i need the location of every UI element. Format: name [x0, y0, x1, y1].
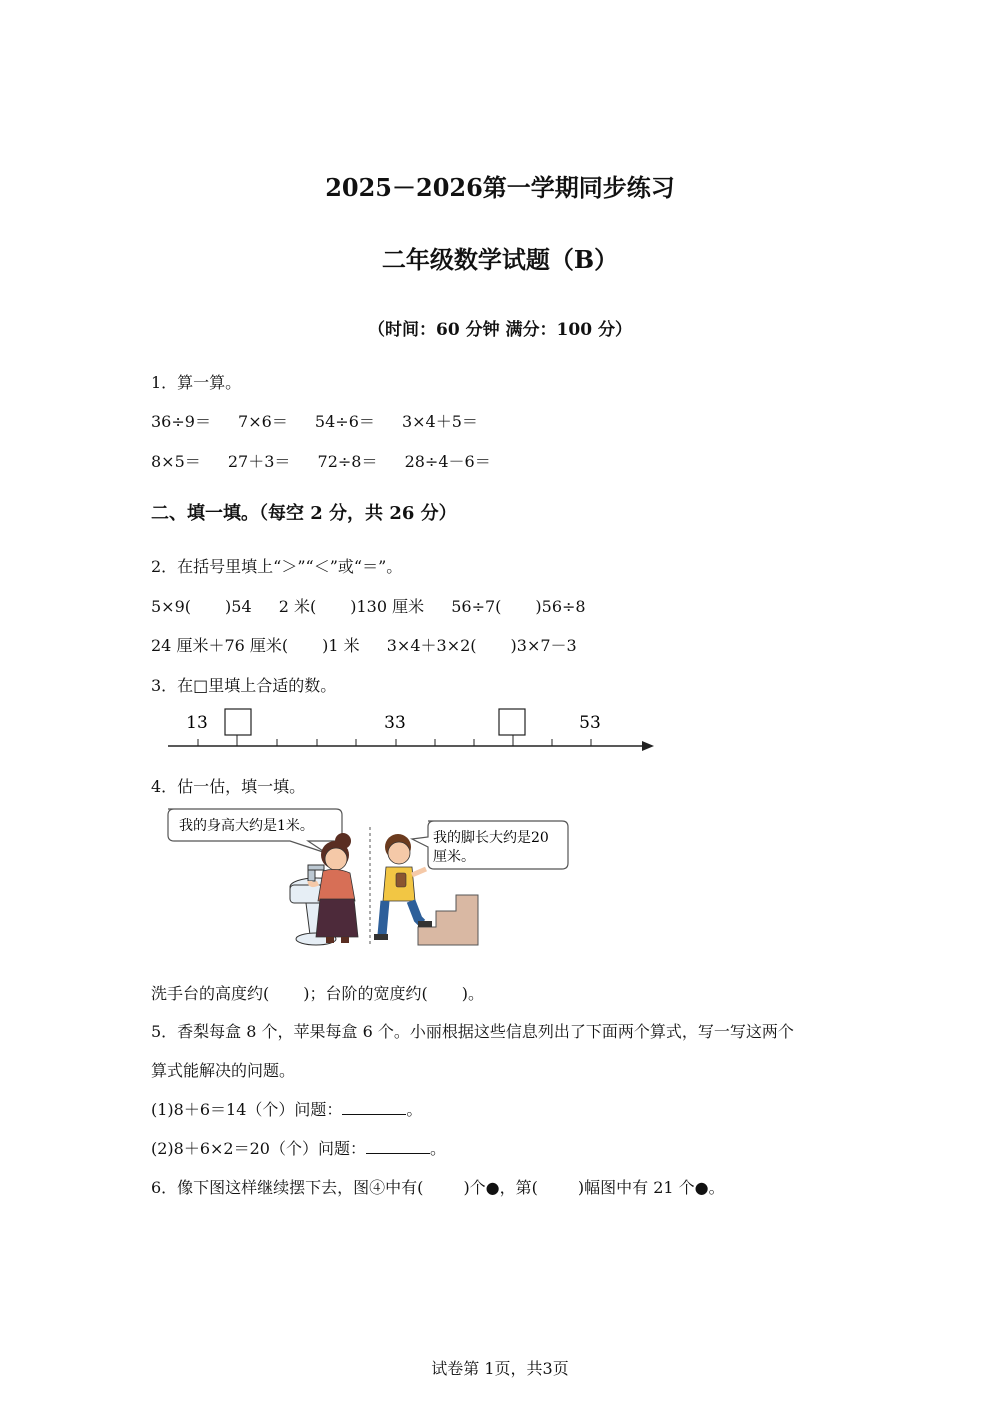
q6-line — [151, 1175, 725, 1198]
q2-row2 — [151, 633, 577, 656]
q1-item: 8×5＝ — [151, 452, 201, 471]
q2-label: 2．在括号里填上“＞”“＜”或“＝”。 — [151, 557, 403, 576]
q5-item-text: (1)8＋6＝14（个）问题： — [151, 1100, 343, 1119]
bubble-text: 我的脚长大约是20 — [433, 830, 549, 846]
q5-line2: 算式能解决的问题。 — [151, 1061, 296, 1080]
boy-figure-icon — [374, 834, 432, 940]
q2-expr-left: 24 厘米＋76 厘米( — [151, 636, 289, 655]
q1-item: 36÷9＝ — [151, 412, 211, 431]
q1-item: 72÷8＝ — [317, 452, 378, 471]
arrow-head-icon — [642, 741, 654, 751]
q1-row1 — [151, 409, 478, 432]
q4-answer-text: 洗手台的高度约( — [151, 984, 270, 1003]
tick-label: 33 — [384, 713, 406, 733]
q5-item2 — [151, 1136, 446, 1159]
q5-line1: 5．香梨每盒 8 个，苹果每盒 6 个。小丽根据这些信息列出了下面两个算式，写一写这两个 — [151, 1022, 794, 1041]
q1-row2 — [151, 449, 491, 472]
q4-answer-text: )；台阶的宽度约( — [303, 984, 428, 1003]
answer-line[interactable] — [342, 1100, 406, 1115]
q2-expr-right: )3×7－3 — [510, 636, 577, 655]
q2-expr-left: 56÷7( — [451, 597, 502, 616]
q2-expr-right: )56÷8 — [535, 597, 586, 616]
paper-title: 2025－2026第一学期同步练习 — [325, 173, 675, 202]
tick-label: 53 — [579, 713, 601, 733]
q1-item: 54÷6＝ — [314, 412, 375, 431]
q2-row1 — [151, 594, 586, 617]
q5-item1 — [151, 1097, 422, 1120]
q4-label: 4．估一估，填一填。 — [151, 777, 306, 796]
q4-illustration — [160, 803, 580, 953]
q4-answer-line — [151, 981, 484, 1004]
q1-item: 27＋3＝ — [227, 452, 291, 471]
q1-label: 1．算一算。 — [151, 373, 242, 392]
q2-expr-left: 3×4＋3×2( — [386, 636, 477, 655]
q6-text: 6．像下图这样继续摆下去，图④中有( — [151, 1178, 424, 1197]
q2-expr-right: )54 — [225, 597, 252, 616]
q1-item: 3×4＋5＝ — [401, 412, 478, 431]
tick-label: 13 — [186, 713, 208, 733]
q2-expr-right: )1 米 — [322, 636, 360, 655]
answer-box[interactable] — [225, 709, 251, 735]
q3-label: 3．在□里填上合适的数。 — [151, 676, 337, 695]
paper-subtitle: 二年级数学试题（B） — [381, 245, 619, 274]
number-line — [160, 700, 670, 760]
page-footer: 试卷第 1页，共3页 — [431, 1359, 569, 1378]
exam-meta: （时间：60 分钟 满分：100 分） — [368, 320, 632, 340]
section2-heading: 二、填一填。（每空 2 分，共 26 分） — [151, 503, 457, 524]
q2-expr-right: )130 厘米 — [350, 597, 425, 616]
q2-expr-left: 2 米( — [278, 597, 317, 616]
q6-text: )个●，第( — [463, 1178, 538, 1197]
q4-answer-text: )。 — [461, 984, 484, 1003]
q1-item: 7×6＝ — [238, 412, 288, 431]
q1-item: 28÷4－6＝ — [404, 452, 491, 471]
q6-text: )幅图中有 21 个●。 — [577, 1178, 725, 1197]
q2-expr-left: 5×9( — [151, 597, 192, 616]
answer-line[interactable] — [366, 1139, 430, 1154]
answer-box[interactable] — [499, 709, 525, 735]
stairs-icon — [418, 895, 478, 945]
bubble-text: 厘米。 — [433, 849, 475, 865]
q5-item-end: 。 — [406, 1100, 423, 1119]
q5-item-end: 。 — [429, 1139, 446, 1158]
q5-item-text: (2)8＋6×2＝20（个）问题： — [151, 1139, 366, 1158]
bubble-text: 我的身高大约是1米。 — [179, 818, 314, 834]
